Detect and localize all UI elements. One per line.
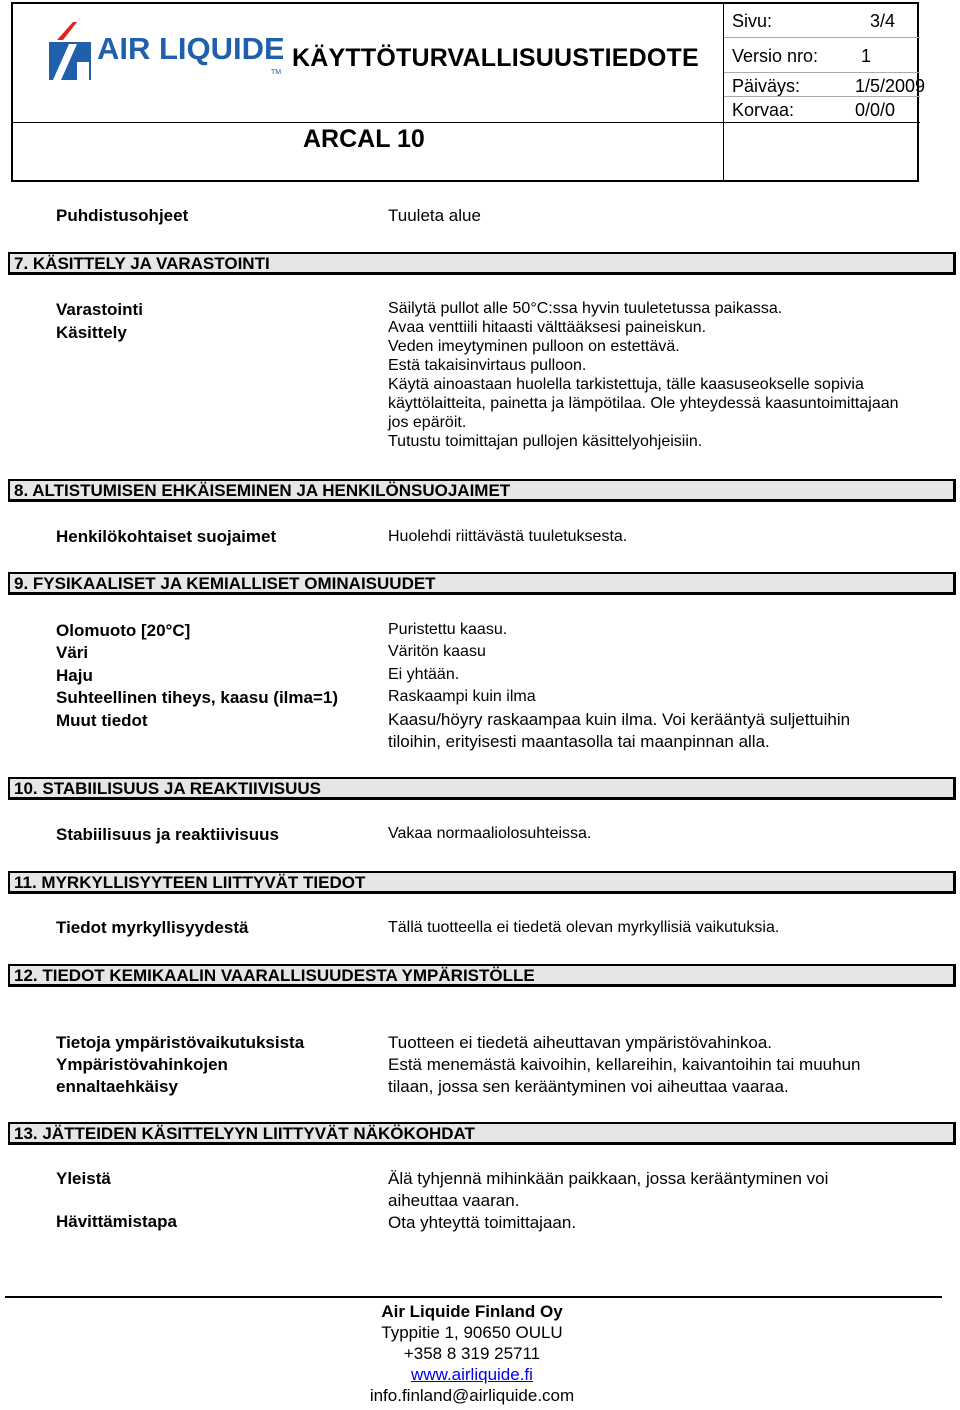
text-line: Avaa venttiili hitaasti välttääksesi paineiskun. [388,319,707,336]
text-line: Veden imeytyminen pulloon on estettävä. [388,338,680,355]
text-line: Älä tyhjennä mihinkään paikkaan, jossa kerääntyminen voi [388,1169,829,1188]
svg-text:TM: TM [271,69,282,76]
footer-address: Typpitie 1, 90650 OULU [381,1323,563,1342]
svg-text:AIR LIQUIDE: AIR LIQUIDE [97,31,283,66]
meta-key: Versio nro: [732,46,819,66]
environment-label: Ympäristövahinkojen [56,1055,228,1074]
property-label: Olomuoto [20°C] [56,621,191,640]
disposal-label: Yleistä [56,1169,111,1188]
property-value: Raskaampi kuin ilma [388,688,536,705]
property-label: Muut tiedot [56,711,148,730]
stability-text: Vakaa normaaliolosuhteissa. [388,825,592,842]
section-9-heading: 9. FYSIKAALISET JA KEMIALLISET OMINAISUUDET [8,572,956,595]
text-line: aiheuttaa vaaran. [388,1191,520,1210]
text-line: käyttölaitteita, painetta ja lämpötilaa. Ole yhteydessä kaasuntoimittajaan [388,395,899,412]
property-value: Kaasu/höyry raskaampaa kuin ilma. Voi kerääntyä suljettuihin [388,710,851,729]
meta-value: 3/4 [870,11,896,31]
cleaning-text: Tuuleta alue [388,206,481,225]
storage-label: Varastointi [56,300,143,319]
section-13-heading: 13. JÄTTEIDEN KÄSITTELYYN LIITTYVÄT NÄKÖKOHDAT [8,1122,956,1145]
footer-web-row [0,1364,944,1385]
property-value: Puristettu kaasu. [388,621,508,638]
meta-value: 1/5/2009 [855,76,926,96]
property-value: Ei yhtään. [388,666,460,683]
property-label: Haju [56,666,93,685]
text-line: Ota yhteyttä toimittajaan. [388,1213,577,1232]
ppe-text: Huolehdi riittävästä tuuletuksesta. [388,528,628,545]
section-7-text [388,299,928,451]
footer-email[interactable]: info.finland@airliquide.com [369,1386,575,1405]
section-8-heading: 8. ALTISTUMISEN EHKÄISEMINEN JA HENKILÖNSUOJAIMET [8,479,956,502]
stability-label: Stabiilisuus ja reaktiivisuus [56,825,279,844]
text-line: jos epäröit. [388,414,467,431]
text-line: Tuotteen ei tiedetä aiheuttavan ympäristövahinkoa. [388,1033,773,1052]
meta-value: 1 [861,46,872,66]
property-label: Suhteellinen tiheys, kaasu (ilma=1) [56,688,339,707]
text-line: Estä menemästä kaivoihin, kellareihin, kaivantoihin tai muuhun [388,1055,861,1074]
meta-value: 0/0/0 [855,100,896,120]
meta-divider [724,37,920,38]
air-liquide-logo [33,14,283,86]
footer-divider [5,1296,942,1298]
environment-label: ennaltaehkäisy [56,1077,178,1096]
product-name: ARCAL 10 [303,125,425,153]
disposal-text [388,1168,928,1234]
document-title: KÄYTTÖTURVALLISUUSTIEDOTE [292,44,699,72]
text-line: Käytä ainoastaan huolella tarkistettuja, tälle kaasuseokselle sopivia [388,376,864,393]
meta-key: Sivu: [732,11,773,31]
text-line: Estä takaisinvirtaus pulloon. [388,357,587,374]
footer-company: Air Liquide Finland Oy [381,1302,563,1321]
footer-website-link[interactable]: www.airliquide.fi [411,1365,533,1384]
section-10-heading: 10. STABIILISUUS JA REAKTIIVISUUS [8,777,956,800]
toxicity-label: Tiedot myrkyllisyydestä [56,918,249,937]
section-11-heading: 11. MYRKYLLISYYTEEN LIITTYVÄT TIEDOT [8,871,956,894]
section-12-heading: 12. TIEDOT KEMIKAALIN VAARALLISUUDESTA YMPÄRISTÖLLE [8,964,956,987]
toxicity-text: Tällä tuotteella ei tiedetä olevan myrkyllisiä vaikutuksia. [388,919,780,936]
header-divider [723,122,724,180]
environment-label: Tietoja ympäristövaikutuksista [56,1033,305,1052]
property-value: Väritön kaasu [388,643,486,660]
environment-text [388,1032,928,1098]
document-header [11,2,926,182]
meta-divider [724,96,920,97]
text-line: Säilytä pullot alle 50°C:ssa hyvin tuuletetussa paikassa. [388,300,783,317]
footer-phone: +358 8 319 25711 [403,1344,541,1363]
text-line: tilaan, jossa sen kerääntyminen voi aiheuttaa vaaraa. [388,1077,789,1096]
property-label: Väri [56,643,89,662]
meta-divider [724,72,920,73]
cleaning-label: Puhdistusohjeet [56,206,189,225]
meta-key: Päiväys: [732,76,801,96]
disposal-label: Hävittämistapa [56,1212,177,1231]
handling-label: Käsittely [56,323,127,342]
text-line: Tutustu toimittajan pullojen käsittelyohjeisiin. [388,433,703,450]
meta-key: Korvaa: [732,100,795,120]
section-7-heading: 7. KÄSITTELY JA VARASTOINTI [8,252,956,275]
property-value-continued: tiloihin, erityisesti maantasolla tai maanpinnan alla. [388,732,770,751]
document-meta [723,4,926,123]
ppe-label: Henkilökohtaiset suojaimet [56,527,277,546]
header-divider [13,122,723,123]
